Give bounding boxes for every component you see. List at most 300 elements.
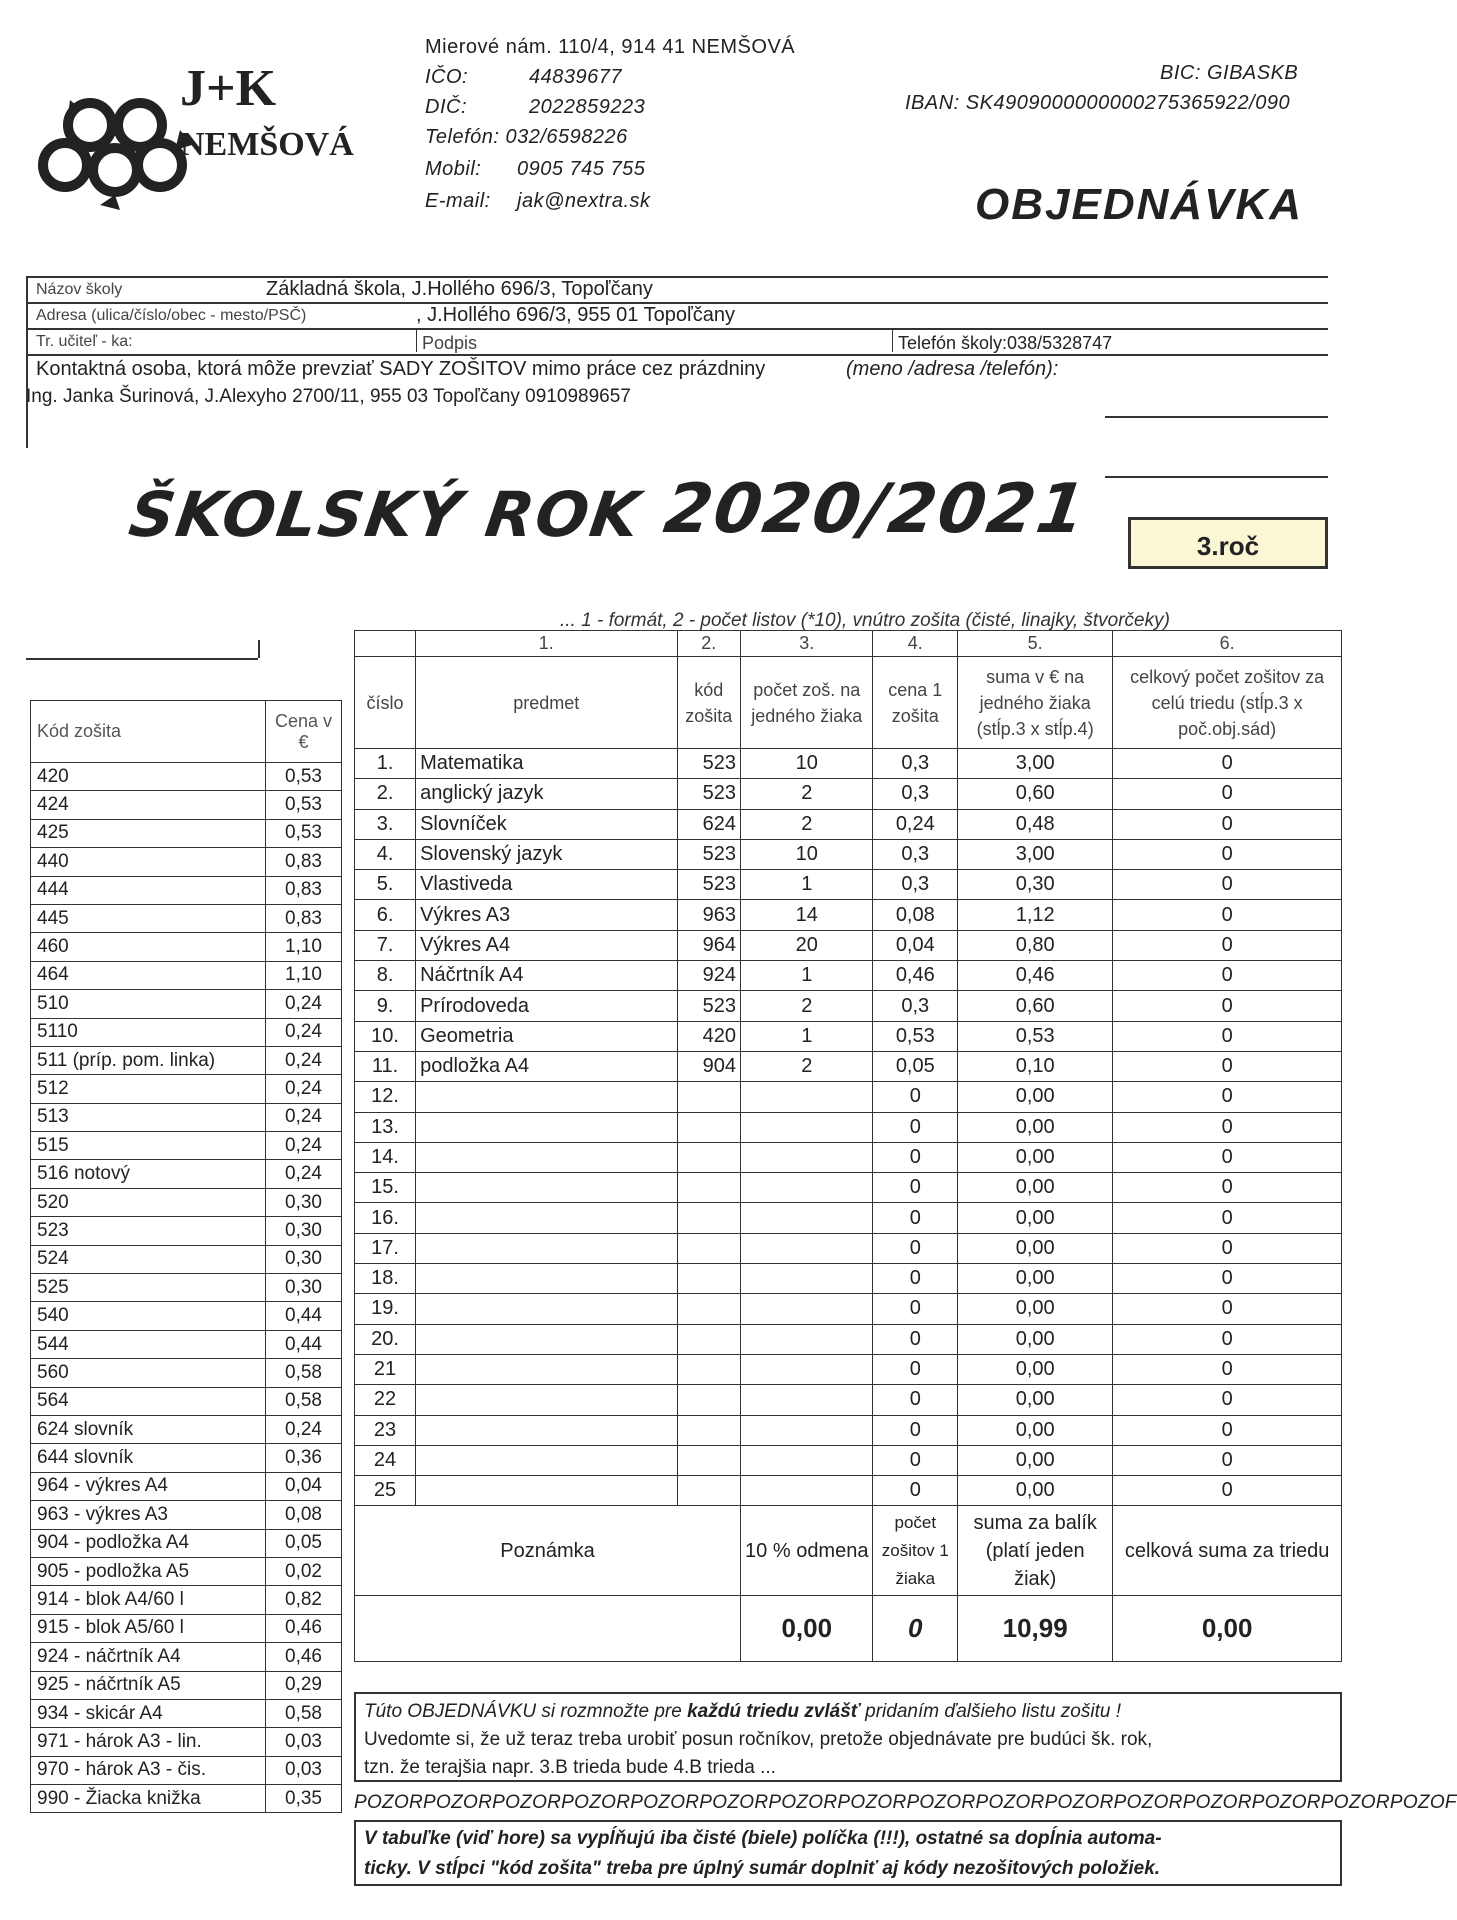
code-cell[interactable]: 904 <box>677 1051 741 1081</box>
logo-text-top: J+K <box>180 60 277 117</box>
note-line-3: tzn. že terajšia napr. 3.B trieda bude 4.B trieda ... <box>364 1757 776 1778</box>
subject-cell[interactable]: Výkres A4 <box>416 930 677 960</box>
code-cell[interactable] <box>677 1082 741 1112</box>
subject-cell[interactable] <box>416 1476 677 1506</box>
price-cell: 0,3 <box>873 991 958 1021</box>
price-code: 564 <box>31 1387 266 1415</box>
code-cell[interactable] <box>677 1445 741 1475</box>
column-header: predmet <box>416 657 677 749</box>
code-cell[interactable] <box>677 1264 741 1294</box>
price-code: 515 <box>31 1132 266 1160</box>
note-value[interactable] <box>355 1596 741 1662</box>
price-code: 915 - blok A5/60 l <box>31 1614 266 1642</box>
price-row <box>31 1302 342 1330</box>
qty-cell[interactable] <box>741 1203 873 1233</box>
qty-cell[interactable] <box>741 1112 873 1142</box>
price-row <box>31 904 342 932</box>
price-cell: 0,04 <box>873 930 958 960</box>
price-code: 964 - výkres A4 <box>31 1472 266 1500</box>
price-value: 0,24 <box>266 1075 342 1103</box>
summary-values <box>355 1596 1342 1662</box>
order-row <box>355 1142 1342 1172</box>
discount-value: 0,00 <box>741 1596 873 1662</box>
price-value: 0,58 <box>266 1359 342 1387</box>
price-cell: 0 <box>873 1142 958 1172</box>
total-cell: 0 <box>1113 1354 1342 1384</box>
price-value: 0,08 <box>266 1501 342 1529</box>
sum-cell: 0,00 <box>958 1233 1113 1263</box>
row-number: 21 <box>355 1354 416 1384</box>
price-value: 0,03 <box>266 1728 342 1756</box>
price-code: 525 <box>31 1274 266 1302</box>
sum-cell: 0,60 <box>958 991 1113 1021</box>
sum-cell: 0,46 <box>958 961 1113 991</box>
column-number: 2. <box>677 631 741 657</box>
price-value: 0,46 <box>266 1643 342 1671</box>
sum-cell: 0,00 <box>958 1082 1113 1112</box>
price-row <box>31 1415 342 1443</box>
subject-cell[interactable] <box>416 1354 677 1384</box>
subject-cell[interactable]: Matematika <box>416 749 677 779</box>
price-cell: 0 <box>873 1324 958 1354</box>
order-row <box>355 1021 1342 1051</box>
column-header: suma v € na jedného žiaka (stĺp.3 x stĺp.4) <box>958 657 1113 749</box>
price-cell: 0 <box>873 1385 958 1415</box>
price-code: 524 <box>31 1245 266 1273</box>
price-code: 420 <box>31 763 266 791</box>
subject-cell[interactable] <box>416 1233 677 1263</box>
price-cell: 0,3 <box>873 870 958 900</box>
code-cell[interactable] <box>677 1294 741 1324</box>
qty-cell[interactable] <box>741 1445 873 1475</box>
price-value: 0,44 <box>266 1302 342 1330</box>
code-cell[interactable]: 523 <box>677 779 741 809</box>
price-value: 0,35 <box>266 1785 342 1813</box>
sum-cell: 0,10 <box>958 1051 1113 1081</box>
price-row <box>31 1132 342 1160</box>
price-row <box>31 1643 342 1671</box>
subject-cell[interactable] <box>416 1294 677 1324</box>
subject-cell[interactable] <box>416 1385 677 1415</box>
school-name-label: Názov školy <box>36 281 123 298</box>
price-row <box>31 1330 342 1358</box>
price-cell: 0 <box>873 1415 958 1445</box>
price-value: 1,10 <box>266 933 342 961</box>
qty-cell[interactable] <box>741 1294 873 1324</box>
row-number: 2. <box>355 779 416 809</box>
order-table <box>354 630 1342 1662</box>
qty-cell[interactable] <box>741 1415 873 1445</box>
price-value: 0,05 <box>266 1529 342 1557</box>
total-cell: 0 <box>1113 749 1342 779</box>
package-label: suma za balík (platí jeden žiak) <box>958 1506 1113 1596</box>
school-address-label: Adresa (ulica/číslo/obec - mesto/PSČ) <box>36 307 307 324</box>
instructions-top: ... 1 - formát, 2 - počet listov (*10), vnútro zošita (čisté, linajky, štvorčeky) <box>560 610 1170 631</box>
subject-cell[interactable] <box>416 1445 677 1475</box>
notes-box <box>354 1692 1342 1782</box>
school-name: Základná škola, J.Hollého 696/3, Topoľčany <box>266 278 653 300</box>
subject-cell[interactable]: podložka A4 <box>416 1051 677 1081</box>
sum-cell: 0,00 <box>958 1112 1113 1142</box>
code-cell[interactable]: 924 <box>677 961 741 991</box>
qty-cell[interactable]: 20 <box>741 930 873 960</box>
price-value: 0,24 <box>266 1160 342 1188</box>
subject-cell[interactable] <box>416 1264 677 1294</box>
contact-hint: (meno /adresa /telefón): <box>846 358 1059 380</box>
price-code: 523 <box>31 1217 266 1245</box>
sum-cell: 0,00 <box>958 1264 1113 1294</box>
total-cell: 0 <box>1113 1385 1342 1415</box>
price-cell: 0,3 <box>873 779 958 809</box>
row-number: 25 <box>355 1476 416 1506</box>
fill-instructions <box>354 1820 1342 1886</box>
code-cell[interactable]: 963 <box>677 900 741 930</box>
price-value: 0,46 <box>266 1614 342 1642</box>
price-cell: 0 <box>873 1082 958 1112</box>
code-cell[interactable] <box>677 1142 741 1172</box>
total-cell: 0 <box>1113 1415 1342 1445</box>
order-row <box>355 900 1342 930</box>
code-cell[interactable] <box>677 1203 741 1233</box>
qty-cell[interactable]: 1 <box>741 870 873 900</box>
row-number: 17. <box>355 1233 416 1263</box>
price-value: 0,82 <box>266 1586 342 1614</box>
order-row <box>355 1445 1342 1475</box>
total-cell: 0 <box>1113 1233 1342 1263</box>
qty-cell[interactable]: 2 <box>741 809 873 839</box>
total-cell: 0 <box>1113 1203 1342 1233</box>
subject-cell[interactable]: Výkres A3 <box>416 900 677 930</box>
qty-cell[interactable] <box>741 1476 873 1506</box>
price-value: 0,24 <box>266 1103 342 1131</box>
price-code: 560 <box>31 1359 266 1387</box>
code-cell[interactable] <box>677 1233 741 1263</box>
teacher-label: Tr. učiteľ - ka: <box>36 333 133 350</box>
order-row <box>355 991 1342 1021</box>
code-cell[interactable]: 523 <box>677 749 741 779</box>
subject-cell[interactable] <box>416 1112 677 1142</box>
school-year-label: ŠKOLSKÝ ROK <box>124 478 646 551</box>
row-number: 10. <box>355 1021 416 1051</box>
row-number: 7. <box>355 930 416 960</box>
sum-cell: 0,00 <box>958 1445 1113 1475</box>
code-cell[interactable] <box>677 1415 741 1445</box>
note-line-2: Uvedomte si, že už teraz treba urobiť posun ročníkov, pretože objednávate pre budúci šk. rok, <box>364 1729 1153 1750</box>
qty-cell[interactable]: 2 <box>741 991 873 1021</box>
price-cell: 0,53 <box>873 1021 958 1051</box>
logo-graphic <box>30 55 390 215</box>
sum-cell: 0,53 <box>958 1021 1113 1051</box>
price-cell: 0 <box>873 1476 958 1506</box>
qty-cell[interactable] <box>741 1082 873 1112</box>
note-line-4: V tabuľke (viď hore) sa vypĺňujú iba čisté (biele) políčka (!!!), ostatné sa dopĺnia automa- <box>364 1828 1162 1849</box>
price-value: 0,83 <box>266 848 342 876</box>
price-table-header <box>31 701 342 763</box>
price-table <box>30 700 342 1813</box>
company-mobile: Mobil: 0905 745 755 <box>425 158 646 180</box>
order-row <box>355 1051 1342 1081</box>
subject-cell[interactable]: Geometria <box>416 1021 677 1051</box>
price-value: 1,10 <box>266 961 342 989</box>
sum-cell: 3,00 <box>958 749 1113 779</box>
total-cell: 0 <box>1113 1051 1342 1081</box>
code-cell[interactable]: 523 <box>677 839 741 869</box>
school-address-row <box>26 302 1328 328</box>
code-cell[interactable] <box>677 1173 741 1203</box>
order-row <box>355 749 1342 779</box>
total-cell: 0 <box>1113 839 1342 869</box>
price-row <box>31 1245 342 1273</box>
subject-cell[interactable]: Vlastiveda <box>416 870 677 900</box>
price-value: 0,03 <box>266 1756 342 1784</box>
subject-cell[interactable] <box>416 1142 677 1172</box>
price-row <box>31 1472 342 1500</box>
contact-row <box>26 354 1328 386</box>
order-row <box>355 1476 1342 1506</box>
row-number: 15. <box>355 1173 416 1203</box>
price-code: 520 <box>31 1188 266 1216</box>
price-value: 0,53 <box>266 763 342 791</box>
total-cell: 0 <box>1113 1021 1342 1051</box>
qty-cell[interactable]: 10 <box>741 839 873 869</box>
price-row <box>31 990 342 1018</box>
subject-cell[interactable] <box>416 1415 677 1445</box>
price-cell: 0 <box>873 1264 958 1294</box>
column-header: celkový počet zošitov za celú triedu (stĺp.3 x poč.obj.sád) <box>1113 657 1342 749</box>
price-row <box>31 1671 342 1699</box>
note-line-5: ticky. V stĺpci "kód zošita" treba pre úplný sumár doplniť aj kódy nezošitových položiek. <box>364 1858 1161 1879</box>
price-cell: 0,3 <box>873 839 958 869</box>
total-cell: 0 <box>1113 1294 1342 1324</box>
price-cell: 0 <box>873 1173 958 1203</box>
price-cell: 0 <box>873 1294 958 1324</box>
price-row <box>31 933 342 961</box>
sum-cell: 0,30 <box>958 870 1113 900</box>
row-number: 6. <box>355 900 416 930</box>
document-title: OBJEDNÁVKA <box>975 180 1304 229</box>
sum-cell: 0,80 <box>958 930 1113 960</box>
price-value: 0,83 <box>266 904 342 932</box>
qty-cell[interactable] <box>741 1354 873 1384</box>
order-row <box>355 1112 1342 1142</box>
price-row <box>31 848 342 876</box>
subject-cell[interactable] <box>416 1082 677 1112</box>
code-cell[interactable] <box>677 1476 741 1506</box>
price-code: 904 - podložka A4 <box>31 1529 266 1557</box>
total-cell: 0 <box>1113 870 1342 900</box>
price-row <box>31 1586 342 1614</box>
order-row <box>355 1385 1342 1415</box>
order-row <box>355 1354 1342 1384</box>
code-cell[interactable]: 964 <box>677 930 741 960</box>
qty-cell[interactable] <box>741 1324 873 1354</box>
price-code: 444 <box>31 876 266 904</box>
company-email: E-mail: jak@nextra.sk <box>425 190 651 212</box>
row-number: 16. <box>355 1203 416 1233</box>
row-number: 4. <box>355 839 416 869</box>
subject-cell[interactable]: Prírodoveda <box>416 991 677 1021</box>
price-code: 544 <box>31 1330 266 1358</box>
price-code: 925 - náčrtník A5 <box>31 1671 266 1699</box>
price-row <box>31 1018 342 1046</box>
column-headers <box>355 657 1342 749</box>
price-value: 0,30 <box>266 1188 342 1216</box>
total-cell: 0 <box>1113 961 1342 991</box>
sum-cell: 0,00 <box>958 1415 1113 1445</box>
row-number: 1. <box>355 749 416 779</box>
code-cell[interactable]: 523 <box>677 870 741 900</box>
price-code: 914 - blok A4/60 l <box>31 1586 266 1614</box>
total-cell: 0 <box>1113 991 1342 1021</box>
price-value: 0,58 <box>266 1699 342 1727</box>
price-row <box>31 1359 342 1387</box>
price-row <box>31 819 342 847</box>
order-row <box>355 809 1342 839</box>
qty-cell[interactable]: 1 <box>741 1021 873 1051</box>
school-name-row <box>26 276 1328 302</box>
qty-cell[interactable] <box>741 1385 873 1415</box>
order-row <box>355 1203 1342 1233</box>
price-code: 971 - hárok A3 - lin. <box>31 1728 266 1756</box>
price-value: 0,36 <box>266 1444 342 1472</box>
price-value: 0,30 <box>266 1217 342 1245</box>
summary-header <box>355 1506 1342 1596</box>
price-code: 510 <box>31 990 266 1018</box>
price-row <box>31 1160 342 1188</box>
total-cell: 0 <box>1113 779 1342 809</box>
qty-cell[interactable]: 2 <box>741 1051 873 1081</box>
sum-cell: 0,00 <box>958 1142 1113 1172</box>
qty-cell[interactable]: 10 <box>741 749 873 779</box>
column-number: 6. <box>1113 631 1342 657</box>
price-row <box>31 1387 342 1415</box>
price-code: 934 - skicár A4 <box>31 1699 266 1727</box>
contact-value-row <box>26 386 1328 416</box>
contact-person: Ing. Janka Šurinová, J.Alexyho 2700/11, 955 03 Topoľčany 0910989657 <box>26 386 631 407</box>
price-cell: 0,3 <box>873 749 958 779</box>
price-code: 540 <box>31 1302 266 1330</box>
qty-cell[interactable]: 1 <box>741 961 873 991</box>
price-value: 0,24 <box>266 1046 342 1074</box>
price-value: 0,24 <box>266 1018 342 1046</box>
company-iban: IBAN: SK4909000000000275365922/090 <box>905 92 1291 114</box>
price-header-code: Kód zošita <box>31 701 266 763</box>
qty-cell[interactable] <box>741 1264 873 1294</box>
sum-cell: 0,00 <box>958 1294 1113 1324</box>
company-ico: IČO: 44839677 <box>425 66 622 88</box>
sum-cell: 0,00 <box>958 1385 1113 1415</box>
price-row <box>31 1614 342 1642</box>
column-number: 3. <box>741 631 873 657</box>
price-code: 460 <box>31 933 266 961</box>
count-value: 0 <box>873 1596 958 1662</box>
price-value: 0,04 <box>266 1472 342 1500</box>
price-row <box>31 1217 342 1245</box>
price-row <box>31 1046 342 1074</box>
code-cell[interactable] <box>677 1112 741 1142</box>
sum-cell: 0,00 <box>958 1354 1113 1384</box>
price-code: 924 - náčrtník A4 <box>31 1643 266 1671</box>
price-code: 624 slovník <box>31 1415 266 1443</box>
qty-cell[interactable] <box>741 1173 873 1203</box>
code-cell[interactable]: 523 <box>677 991 741 1021</box>
subject-cell[interactable]: Slovníček <box>416 809 677 839</box>
company-phone: Telefón: 032/6598226 <box>425 126 628 148</box>
row-number: 13. <box>355 1112 416 1142</box>
qty-cell[interactable] <box>741 1142 873 1172</box>
price-value: 0,24 <box>266 990 342 1018</box>
class-box: 3.roč <box>1128 517 1328 569</box>
total-cell: 0 <box>1113 1476 1342 1506</box>
order-row <box>355 839 1342 869</box>
column-header: kód zošita <box>677 657 741 749</box>
price-cell: 0 <box>873 1233 958 1263</box>
school-phone: Telefón školy:038/5328747 <box>898 333 1113 353</box>
price-code: 464 <box>31 961 266 989</box>
row-number: 18. <box>355 1264 416 1294</box>
code-cell[interactable] <box>677 1385 741 1415</box>
price-row <box>31 1444 342 1472</box>
order-row <box>355 1294 1342 1324</box>
subject-cell[interactable] <box>416 1173 677 1203</box>
qty-cell[interactable] <box>741 1233 873 1263</box>
price-value: 0,58 <box>266 1387 342 1415</box>
subject-cell[interactable]: Náčrtník A4 <box>416 961 677 991</box>
code-cell[interactable] <box>677 1354 741 1384</box>
order-row <box>355 870 1342 900</box>
column-header: počet zoš. na jedného žiaka <box>741 657 873 749</box>
code-cell[interactable]: 420 <box>677 1021 741 1051</box>
price-value: 0,44 <box>266 1330 342 1358</box>
subject-cell[interactable]: anglický jazyk <box>416 779 677 809</box>
price-cell: 0 <box>873 1203 958 1233</box>
subject-cell[interactable] <box>416 1324 677 1354</box>
price-cell: 0,24 <box>873 809 958 839</box>
column-number <box>355 631 416 657</box>
sum-cell: 3,00 <box>958 839 1113 869</box>
school-info <box>26 276 1328 416</box>
row-number: 11. <box>355 1051 416 1081</box>
order-row <box>355 1324 1342 1354</box>
signature-label: Podpis <box>422 333 478 353</box>
total-cell: 0 <box>1113 1264 1342 1294</box>
code-cell[interactable] <box>677 1324 741 1354</box>
price-cell: 0 <box>873 1354 958 1384</box>
total-cell: 0 <box>1113 1082 1342 1112</box>
school-year: 2020/2021 <box>659 470 1092 549</box>
price-row <box>31 1188 342 1216</box>
row-number: 5. <box>355 870 416 900</box>
subject-cell[interactable] <box>416 1203 677 1233</box>
price-row <box>31 763 342 791</box>
order-row <box>355 1233 1342 1263</box>
subject-cell[interactable]: Slovenský jazyk <box>416 839 677 869</box>
total-cell: 0 <box>1113 809 1342 839</box>
total-cell: 0 <box>1113 930 1342 960</box>
code-cell[interactable]: 624 <box>677 809 741 839</box>
price-cell: 0,46 <box>873 961 958 991</box>
order-row <box>355 1173 1342 1203</box>
qty-cell[interactable]: 14 <box>741 900 873 930</box>
total-cell: 0 <box>1113 1173 1342 1203</box>
qty-cell[interactable]: 2 <box>741 779 873 809</box>
column-number: 1. <box>416 631 677 657</box>
price-code: 963 - výkres A3 <box>31 1501 266 1529</box>
price-code: 644 slovník <box>31 1444 266 1472</box>
price-code: 445 <box>31 904 266 932</box>
total-cell: 0 <box>1113 900 1342 930</box>
price-code: 970 - hárok A3 - čis. <box>31 1756 266 1784</box>
